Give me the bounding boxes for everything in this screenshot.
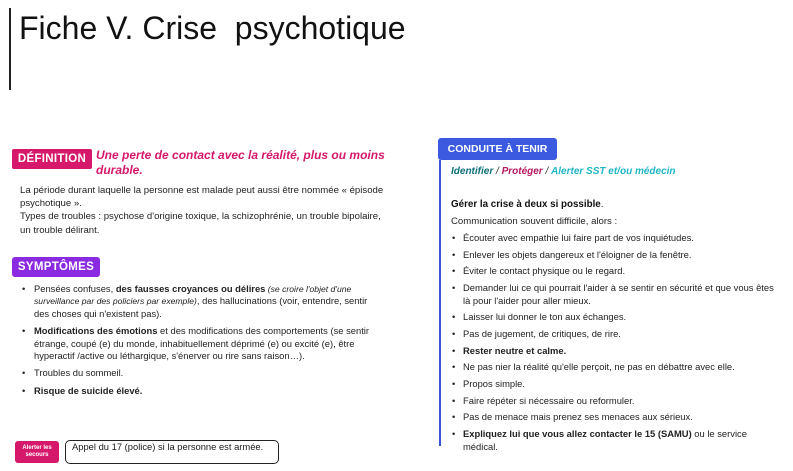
conduct-accent-bar (439, 160, 441, 446)
step-separator: / (542, 166, 552, 177)
definition-lead-text: Une perte de contact avec la réalité, plus ou moins durable (96, 148, 385, 177)
conduct-item (451, 265, 781, 277)
conduct-item-text: Faire répéter si nécessaire ou reformuler. (463, 394, 635, 406)
symptom-bold: Risque de suicide élevé. (34, 384, 143, 396)
step-separator: / (493, 166, 502, 177)
conduct-item-bold: Expliquez lui que vous allez contacter le 15 (SAMU) (463, 428, 692, 440)
symptom-item (20, 283, 375, 320)
symptom-text: , des hallucinations (voir, entendre, sentir des choses qui n'existent pas). (34, 295, 368, 319)
conduct-heading-end: . (600, 199, 604, 210)
conduct-item (451, 361, 781, 373)
symptom-item (20, 325, 375, 362)
conduct-item (451, 249, 781, 261)
symptom-example: (se croire l'objet d'une surveillance par des policiers par exemple) (34, 284, 352, 307)
alert-emergency-button[interactable]: Alerter les secours (15, 441, 59, 463)
conduct-intro: Communication souvent difficile, alors : (451, 216, 618, 227)
conduct-item-text: Demander lui ce qui pourrait l'aider à se sentir en sécurité et que vous êtes là pour l'aider pour aller mieux. (463, 282, 774, 306)
conduct-item-text: Éviter le contact physique ou le regard. (463, 265, 626, 277)
conduct-heading-text: Gérer la crise à deux si possible (451, 199, 601, 210)
symptom-text: Troubles du sommeil. (34, 367, 124, 379)
conduct-item-text: Enlever les objets dangereux et l'éloigner de la fenêtre. (463, 248, 692, 260)
conduct-heading (451, 199, 604, 210)
conduct-item (451, 345, 781, 357)
symptoms-list (20, 283, 375, 402)
step-identify: Identifier (451, 166, 494, 177)
conduct-item (451, 311, 781, 323)
step-alert: Alerter SST et/ou médecin (551, 166, 676, 177)
definition-lead (96, 148, 396, 178)
definition-line: Types de troubles : psychose d'origine toxique, la schizophrénie, un trouble bipolaire, un trouble délirant. (20, 211, 381, 236)
symptom-item (20, 385, 375, 397)
page-title: Fiche V. Crise psychotique (19, 10, 406, 46)
conduct-steps (451, 166, 676, 177)
conduct-tag: CONDUITE À TENIR (438, 138, 557, 160)
definition-body (20, 184, 390, 237)
conduct-item (451, 411, 781, 423)
definition-lead-end: . (139, 163, 143, 177)
symptom-item (20, 367, 375, 379)
conduct-item-text: Laisser lui donner le ton aux échanges. (463, 311, 627, 323)
conduct-item-text: Ne pas nier la réalité qu'elle perçoit, ne pas en débattre avec elle. (463, 361, 735, 373)
conduct-list (451, 232, 781, 457)
alert-note: Appel du 17 (police) si la personne est armée. (65, 440, 279, 464)
conduct-item-text: ou le service médical. (463, 428, 747, 452)
definition-line: La période durant laquelle la personne est malade peut aussi être nommée « épisode psychotique ». (20, 185, 384, 210)
conduct-item-text: Écouter avec empathie lui faire part de vos inquiétudes. (463, 232, 694, 243)
step-protect: Protéger (501, 166, 543, 177)
symptoms-tag: SYMPTÔMES (12, 257, 100, 277)
conduct-item (451, 395, 781, 407)
conduct-item (451, 232, 781, 244)
conduct-item (451, 328, 781, 340)
conduct-item-text: Propos simple. (463, 378, 526, 390)
symptom-text: et des modifications des comportements (se sentir étrange, coupé (e) du monde, inhabituellement déprimé (e) ou excité (e), être hyperactif /active ou léthargique, s'énerver ou rire sans raison…). (34, 325, 370, 362)
symptom-bold: Modifications des émotions (34, 325, 158, 337)
definition-tag: DÉFINITION (12, 149, 92, 169)
conduct-item-text: Pas de jugement, de critiques, de rire. (463, 327, 621, 339)
symptom-bold: des fausses croyances ou délires (115, 283, 266, 294)
conduct-item (451, 378, 781, 390)
symptom-text: Pensées confuses, (34, 283, 116, 294)
title-accent-bar (9, 8, 11, 90)
conduct-item (451, 428, 781, 453)
conduct-item-text: Pas de menace mais prenez ses menaces aux sérieux. (463, 411, 693, 423)
conduct-item (451, 282, 781, 307)
conduct-item-bold: Rester neutre et calme. (463, 344, 567, 356)
